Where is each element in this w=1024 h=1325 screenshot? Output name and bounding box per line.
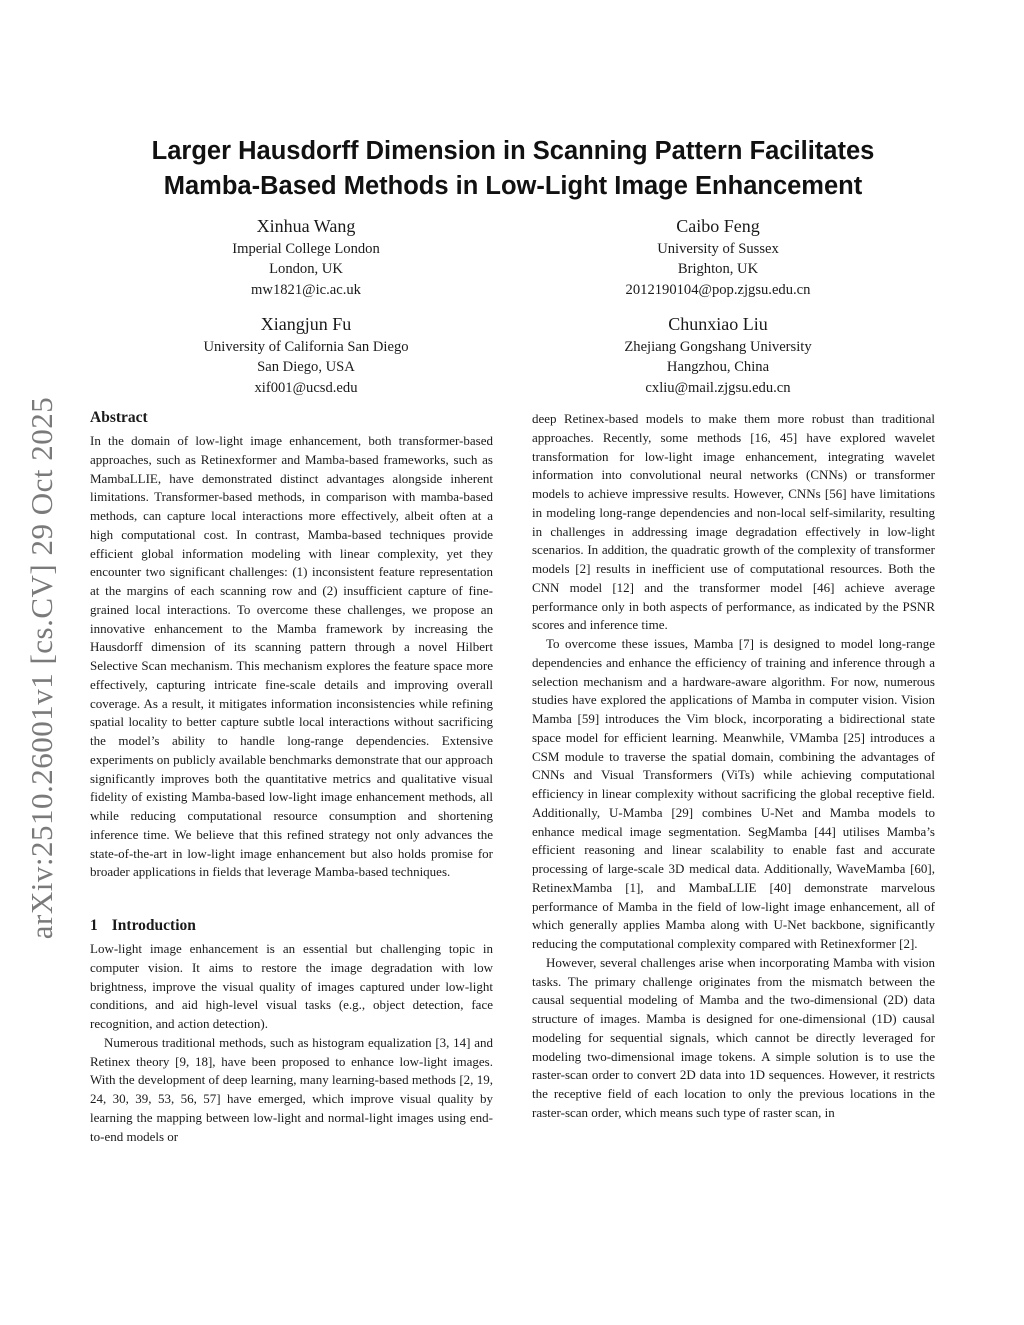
- paper-title: [90, 134, 936, 204]
- author-location: Brighton, UK: [677, 261, 759, 278]
- right-column: [532, 410, 935, 1123]
- author-name: Xiangjun Fu: [260, 314, 352, 334]
- left-column: [90, 408, 493, 1146]
- author-location: Hangzhou, China: [666, 359, 770, 376]
- abstract-heading: Abstract: [90, 409, 148, 426]
- author-email: xif001@ucsd.edu: [254, 379, 358, 396]
- author-block-2: [538, 214, 898, 300]
- author-affiliation: University of Sussex: [657, 241, 779, 257]
- body-paragraph-3: However, several challenges arise when incorporating Mamba with vision tasks. The primary challenge originates from the mismatch between the causal sequential modeling of Mamba and the two-dimensional (2D) data structure of images. Mamba is designed for one-dimensional (1D) causal modeling for sequential signals, which cannot be directly leveraged for modeling two-dimensional image tokens. A simple solution is to use the raster-scan order to convert 2D data into 1D sequences. However, it restricts the receptive field of each location to only the previous locations in the raster-scan order, which means such type of raster scan, in: [532, 954, 935, 1120]
- author-email: mw1821@ic.ac.uk: [251, 281, 361, 298]
- section-title: Introduction: [111, 917, 196, 934]
- author-name: Xinhua Wang: [256, 216, 356, 236]
- author-location: London, UK: [269, 261, 343, 278]
- section-number: 1: [90, 917, 98, 934]
- author-name: Chunxiao Liu: [668, 314, 768, 334]
- author-affiliation: Zhejiang Gongshang University: [624, 339, 812, 355]
- author-affiliation: University of California San Diego: [203, 339, 409, 355]
- title-line-2: Mamba-Based Methods in Low-Light Image Enhancement: [163, 172, 863, 200]
- author-block-4: [538, 312, 898, 398]
- abstract-text: In the domain of low-light image enhancement, both transformer-based approaches, such as Retinexformer and Mamba-based frameworks, such as MambaLLIE, have demonstrated distinct advantages alongside inherent limitations. Transformer-based methods, in comparison with mamba-based methods, can capture local interactions more effectively, albeit often at a high computational cost. In contrast, Mamba-based techniques provide efficient global information modeling with linear complexity, yet they encounter two significant challenges: (1) inconsistent feature representation at the margins of each scanning row and (2) insufficient capture of fine-grained local interactions. To overcome these challenges, we propose an innovative enhancement to the Mamba framework by increasing the Hausdorff dimension of its scanning pattern through a novel Hilbert Selective Scan mechanism. This mechanism explores the feature space more effectively, capturing intricate fine-scale details and improving overall coverage. As a result, it mitigates information inconsistencies while refining spatial locality to better capture subtle local interactions without sacrificing the model’s ability to handle long-range dependencies. Extensive experiments on publicly available benchmarks demonstrate that our approach significantly improves both the quantitative metrics and qualitative visual fidelity of existing Mamba-based low-light image enhancement methods, all while reducing computational resource consumption and shortening inference time. We believe that this refined strategy not only advances the state-of-the-art in low-light image enhancement but also holds promise for broader applications in fields that leverage Mamba-based techniques.: [90, 433, 493, 880]
- intro-paragraph-2: Numerous traditional methods, such as histogram equalization [3, 14] and Retinex theory [9, 18], have been proposed to enhance low-light images. With the development of deep learning, many learning-based methods [2, 19, 24, 30, 39, 53, 56, 57] have emerged, which improve visual quality by learning the mapping between low-light and normal-light images using end-to-end models or: [90, 1034, 493, 1144]
- body-paragraph-2: To overcome these issues, Mamba [7] is designed to model long-range dependencies and enhance the efficiency of training and inference through a selection mechanism and a hardware-aware algorithm. For now, numerous studies have explored the applications of Mamba in computer vision. Vision Mamba [59] introduces the Vim block, incorporating a bidirectional state space model for efficient learning. Meanwhile, VMamba [25] introduces a CSM module to traverse the spatial domain, combining the advantages of CNNs and Visual Transformers (ViTs) while achieving computational efficiency in linear complexity without sacrificing the global receptive field. Additionally, U-Mamba [29] combines U-Net and Mamba models to enhance medical image segmentation. SegMamba [44] utilises Mamba’s efficient reasoning and linear scalability to enable fast and accurate processing of large-scale 3D medical data. Additionally, WaveMamba [60], RetinexMamba [1], and MambaLLIE [40] demonstrate marvelous performance of Mamba in the field of low-light image enhancement, all of which generally applies Mamba along with U-Net backbone, significantly reducing the computational complexity compared with Retinexformer [2].: [532, 636, 935, 951]
- author-location: San Diego, USA: [257, 359, 355, 376]
- author-affiliation: Imperial College London: [232, 241, 380, 257]
- title-line-1: Larger Hausdorff Dimension in Scanning Pattern Facilitates: [151, 137, 875, 165]
- author-name: Caibo Feng: [676, 216, 760, 236]
- introduction-heading: [90, 916, 493, 936]
- author-email: cxliu@mail.zjgsu.edu.cn: [645, 379, 791, 396]
- intro-paragraph-1: Low-light image enhancement is an essential but challenging topic in computer vision. It aims to restore the image degradation with low brightness, improve the visual quality of images captured under low-light conditions, and aid high-level visual tasks (e.g., object detection, face recognition, and action detection).: [90, 941, 493, 1031]
- arxiv-identifier-stamp: arXiv:2510.26001v1 [cs.CV] 29 Oct 2025: [24, 396, 59, 940]
- body-paragraph-1: deep Retinex-based models to make them more robust than traditional approaches. Recently, some methods [16, 45] have explored wavelet transformation for low-light image enhancement, integrating wavelet information into convolutional neural networks (CNNs) or transformer models to achieve impressive results. However, CNNs [56] have limitations in modeling long-range dependencies and non-local self-similarity, resulting in challenges in addressing image degradation effectively in low-light scenarios. In addition, the quadratic growth of the complexity of transformer models [2] results in inefficient use of computational resources. Both the CNN model [12] and the transformer model [46] achieve average performance only in both aspects of performance, as indicated by the PSNR scores and inference time.: [532, 411, 935, 633]
- author-block-3: [126, 312, 486, 398]
- author-email: 2012190104@pop.zjgsu.edu.cn: [625, 281, 811, 298]
- author-block-1: [126, 214, 486, 300]
